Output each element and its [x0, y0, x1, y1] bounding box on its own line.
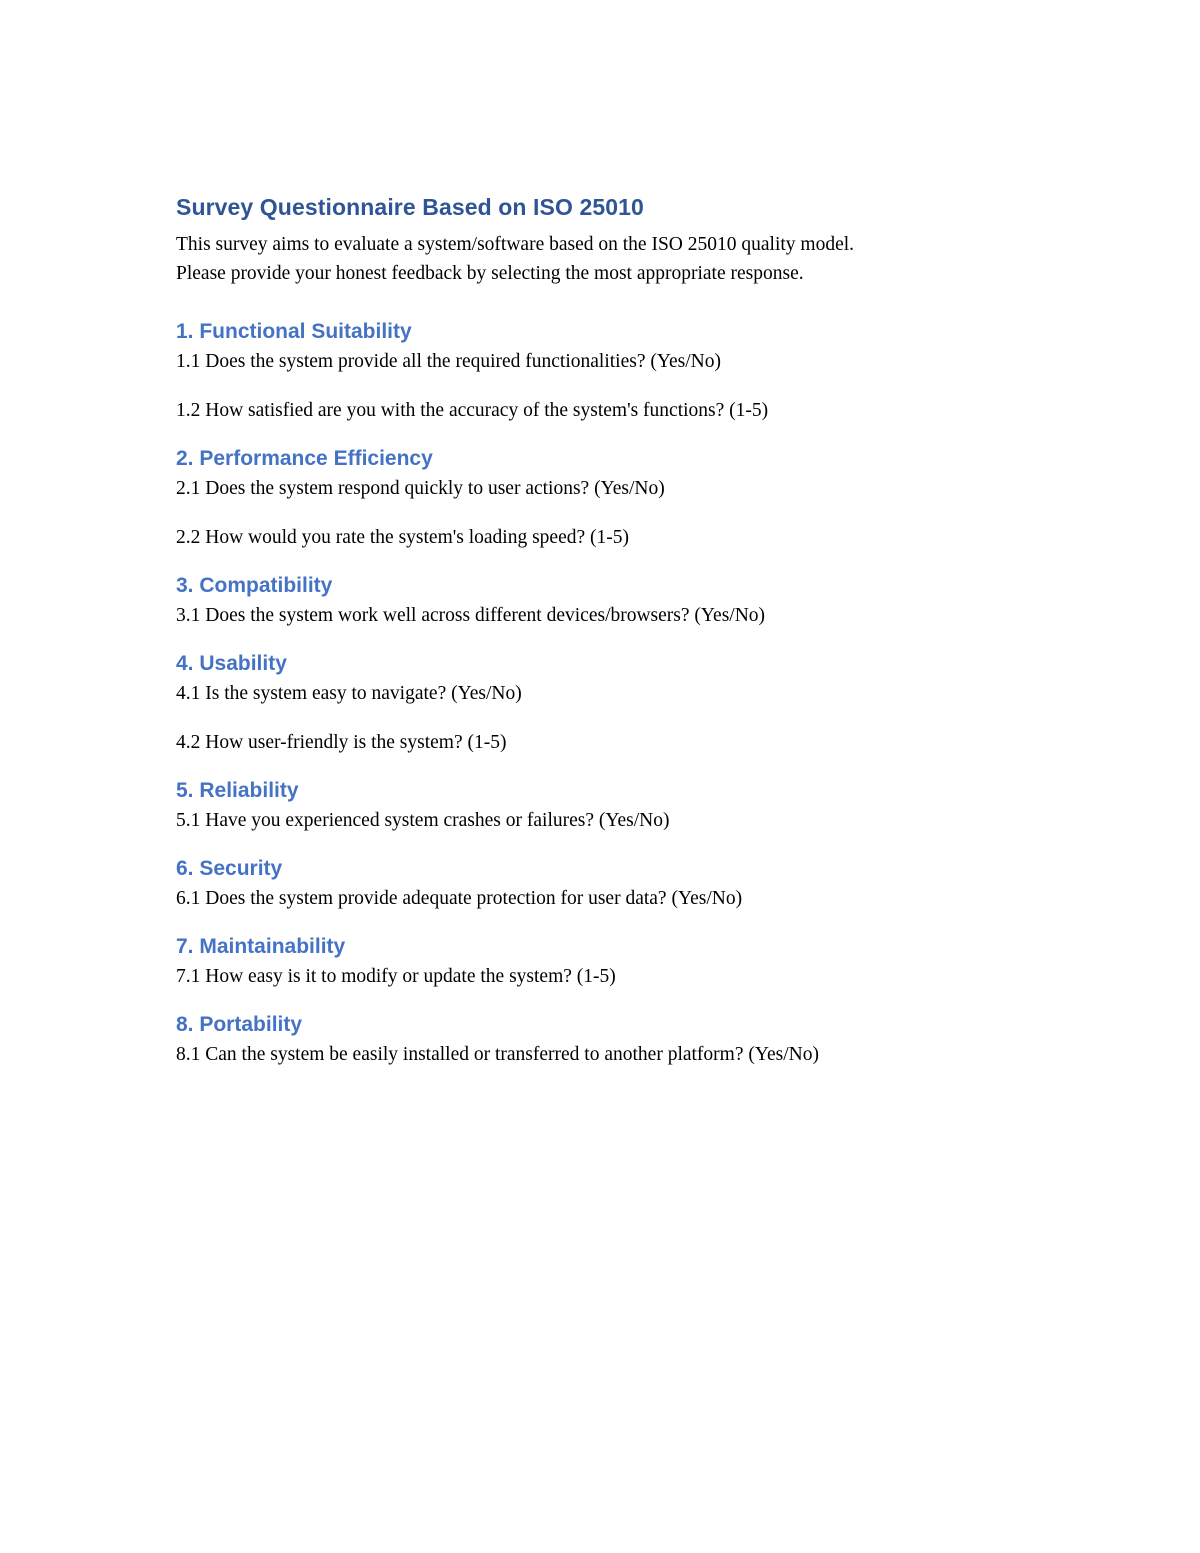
section-heading: 1. Functional Suitability	[176, 320, 412, 343]
question-item: 8.1 Can the system be easily installed or transferred to another platform? (Yes/No)	[176, 1044, 819, 1065]
section-usability	[176, 630, 1056, 757]
question-item: 2.2 How would you rate the system's loading speed? (1-5)	[176, 527, 630, 548]
intro-line: Please provide your honest feedback by selecting the most appropriate response.	[176, 263, 804, 284]
section-heading: 6. Security	[176, 857, 283, 880]
section-heading: 7. Maintainability	[176, 935, 346, 958]
section-reliability	[176, 757, 1056, 835]
intro-paragraph	[176, 230, 1056, 288]
question-item: 6.1 Does the system provide adequate protection for user data? (Yes/No)	[176, 888, 743, 909]
section-heading: 4. Usability	[176, 652, 287, 675]
section-heading: 3. Compatibility	[176, 574, 333, 597]
question-item: 4.2 How user-friendly is the system? (1-5)	[176, 732, 507, 753]
section-heading: 5. Reliability	[176, 779, 299, 802]
document-page	[176, 192, 1056, 1069]
section-portability	[176, 991, 1056, 1069]
question-item: 2.1 Does the system respond quickly to user actions? (Yes/No)	[176, 478, 665, 499]
question-item: 4.1 Is the system easy to navigate? (Yes/No)	[176, 683, 522, 704]
section-compatibility	[176, 552, 1056, 630]
section-performance-efficiency	[176, 425, 1056, 552]
question-item: 7.1 How easy is it to modify or update the system? (1-5)	[176, 966, 616, 987]
question-item: 3.1 Does the system work well across different devices/browsers? (Yes/No)	[176, 605, 766, 626]
section-maintainability	[176, 913, 1056, 991]
intro-line: This survey aims to evaluate a system/software based on the ISO 25010 quality model.	[176, 234, 855, 255]
question-item: 1.1 Does the system provide all the required functionalities? (Yes/No)	[176, 351, 721, 372]
document-title: Survey Questionnaire Based on ISO 25010	[176, 194, 644, 220]
section-heading: 8. Portability	[176, 1013, 303, 1036]
section-functional-suitability	[176, 298, 1056, 425]
section-security	[176, 835, 1056, 913]
section-heading: 2. Performance Efficiency	[176, 447, 433, 470]
question-item: 1.2 How satisfied are you with the accuracy of the system's functions? (1-5)	[176, 400, 769, 421]
question-item: 5.1 Have you experienced system crashes or failures? (Yes/No)	[176, 810, 670, 831]
